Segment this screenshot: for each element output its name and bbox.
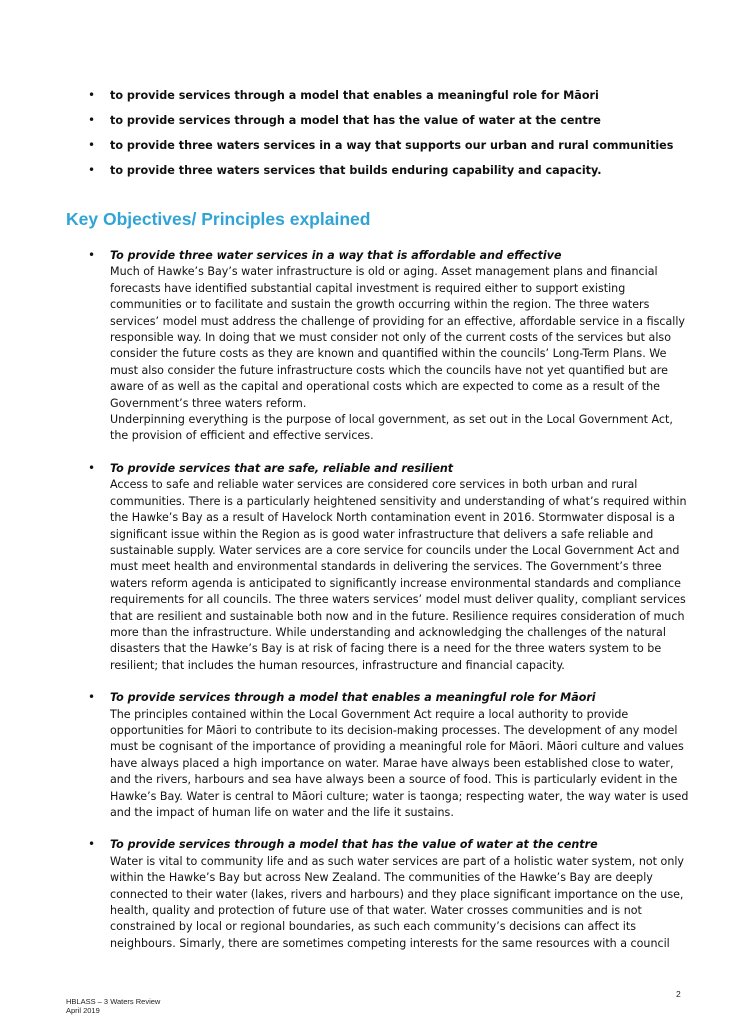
list-item-text: to provide services through a model that has the value of water at the centre: [110, 114, 601, 127]
objective-paragraph: The principles contained within the Local Government Act require a local authority to provide opportunities for Māori to contribute to its decision-making processes. The development of any model must be cognisant of the importance of providing a meaningful role for Māori. Māori culture and values have always placed a high importance on water. Marae have always been established close to water, and the rivers, harbours and sea have always been a source of food. This is particularly evident in the Hawke’s Bay. Water is central to Māori culture; water is taonga; respecting water, the way water is used and the impact of human life on water and the life it sustains.: [110, 707, 689, 819]
objective-paragraph: Water is vital to community life and as such water services are part of a holistic water system, not only within the Hawke’s Bay but across New Zealand. The communities of the Hawke’s Bay are deeply connected to their water (lakes, rivers and harbours) and they place significant importance on the use, health, quality and protection of future use of that water. Water crosses communities and is not constrained by local or regional boundaries, as such each community’s decisions can affect its neighbours. Simarly, there are sometimes competing interests for the same resources with a council: [110, 854, 684, 950]
bullet-icon: •: [88, 460, 96, 475]
list-item-text: to provide services through a model that enables a meaningful role for Māori: [110, 89, 599, 102]
objective-title: To provide services that are safe, reliable and resilient: [110, 461, 454, 475]
list-item-text: to provide three waters services in a way that supports our urban and rural communities: [110, 139, 674, 152]
objective-item: [88, 461, 693, 674]
list-item-text: to provide three waters services that builds enduring capability and capacity.: [110, 164, 602, 177]
list-item: [88, 137, 708, 154]
footer-date: April 2019: [66, 1006, 100, 1015]
bullet-icon: •: [88, 163, 96, 177]
objectives-list: [88, 248, 693, 968]
objective-item: [88, 837, 693, 952]
bullet-icon: •: [88, 138, 96, 152]
bullet-icon: •: [88, 248, 96, 262]
bullet-icon: •: [88, 837, 96, 852]
footer-title: HBLASS – 3 Waters Review: [66, 997, 161, 1006]
objective-title: To provide services through a model that enables a meaningful role for Māori: [110, 691, 596, 705]
objective-paragraph: Underpinning everything is the purpose of local government, as set out in the Local Government Act, the provision of efficient and effective services.: [110, 413, 673, 443]
objective-item: [88, 248, 693, 445]
bullet-icon: •: [88, 113, 96, 127]
page-number: 2: [676, 989, 681, 999]
objective-paragraph: Access to safe and reliable water services are considered core services in both urban and rural communities. There is a particularly heightened sensitivity and understanding of what’s required within the Hawke’s Bay as a result of Havelock North contamination event in 2016. Stormwater disposal is a significant issue within the Region as is good water infrastructure that delivers a safe reliable and sustainable supply. Water services are a core service for councils under the Local Government Act and must meet health and environmental standards in delivering the services. The Government’s three waters reform agenda is anticipated to significantly increase environmental standards and compliance requirements for all councils. The three waters services’ model must deliver quality, compliant services that are resilient and sustainable both now and in the future. Resilience requires consideration of much more than the infrastructure. While understanding and acknowledging the challenges of the natural disasters that the Hawke’s Bay is at risk of facing there is a need for the three waters system to be resilient; that includes the human resources, infrastructure and financial capacity.: [110, 478, 687, 672]
list-item: [88, 162, 708, 179]
page-footer: [66, 997, 160, 1015]
objective-title: To provide services through a model that has the value of water at the centre: [110, 838, 598, 852]
section-heading: Key Objectives/ Principles explained: [66, 209, 371, 229]
objective-paragraph: Much of Hawke’s Bay’s water infrastructure is old or aging. Asset management plans and financial forecasts have identified substantial capital investment is required either to support existing communities or to facilitate and sustain the growth occurring within the region. The three waters services’ model must address the challenge of providing for an effective, affordable service in a fiscally responsible way. In doing that we must consider not only of the current costs of the services but also consider the future costs as they are known and quantified within the councils’ Long-Term Plans. We must also consider the future infrastructure costs which the councils have not yet quantified but are aware of as well as the capital and operational costs which are expected to come as a result of the Government’s three waters reform.: [110, 265, 685, 410]
list-item: [88, 112, 708, 129]
objective-title: To provide three water services in a way that is affordable and effective: [110, 249, 562, 262]
objective-item: [88, 690, 693, 821]
list-item: [88, 87, 708, 104]
bullet-icon: •: [88, 690, 96, 705]
bullet-icon: •: [88, 88, 96, 102]
principles-bullet-list: [88, 87, 708, 187]
